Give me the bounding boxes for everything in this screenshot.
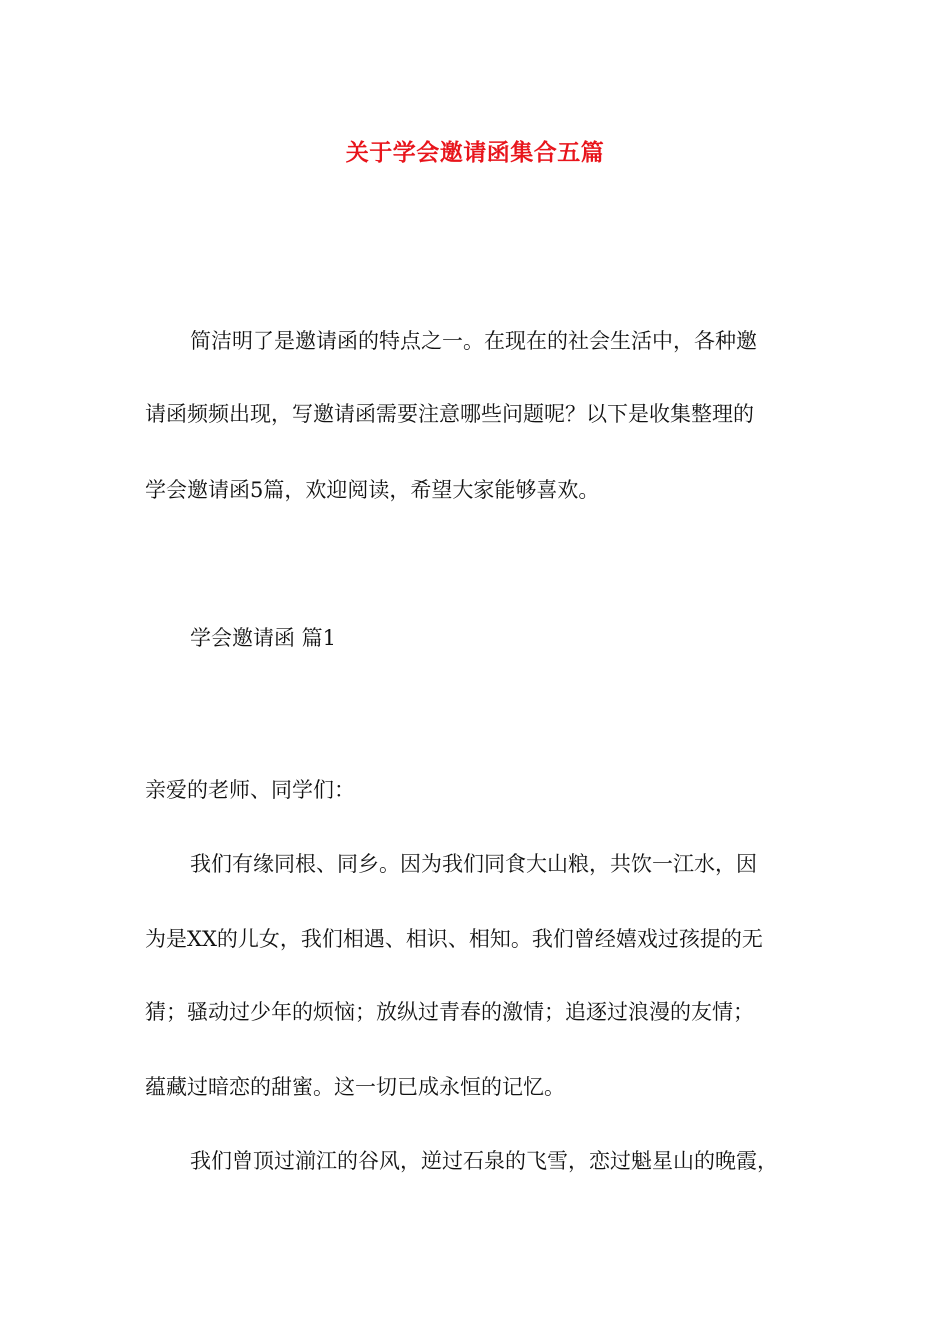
intro-line-2: 请函频频出现，写邀请函需要注意哪些问题呢？以下是收集整理的 xyxy=(145,402,754,426)
paragraph-1-line-2: 为是XX的儿女，我们相遇、相识、相知。我们曾经嬉戏过孩提的无 xyxy=(145,927,763,951)
paragraph-1-line-4: 蕴藏过暗恋的甜蜜。这一切已成永恒的记忆。 xyxy=(145,1075,565,1099)
paragraph-1-line-3: 猜；骚动过少年的烦恼；放纵过青春的激情；追逐过浪漫的友情； xyxy=(145,1000,754,1024)
intro-line-3: 学会邀请函5篇，欢迎阅读，希望大家能够喜欢。 xyxy=(145,478,600,502)
intro-line-1: 简洁明了是邀请函的特点之一。在现在的社会生活中，各种邀 xyxy=(190,329,757,353)
paragraph-1-line-1: 我们有缘同根、同乡。因为我们同食大山粮，共饮一江水，因 xyxy=(190,852,757,876)
section-heading: 学会邀请函 篇1 xyxy=(190,626,337,650)
paragraph-2-line-1: 我们曾顶过湔江的谷风，逆过石泉的飞雪，恋过魁星山的晚霞， xyxy=(190,1149,778,1173)
salutation: 亲爱的老师、同学们： xyxy=(145,778,355,802)
document-title: 关于学会邀请函集合五篇 xyxy=(345,139,605,166)
